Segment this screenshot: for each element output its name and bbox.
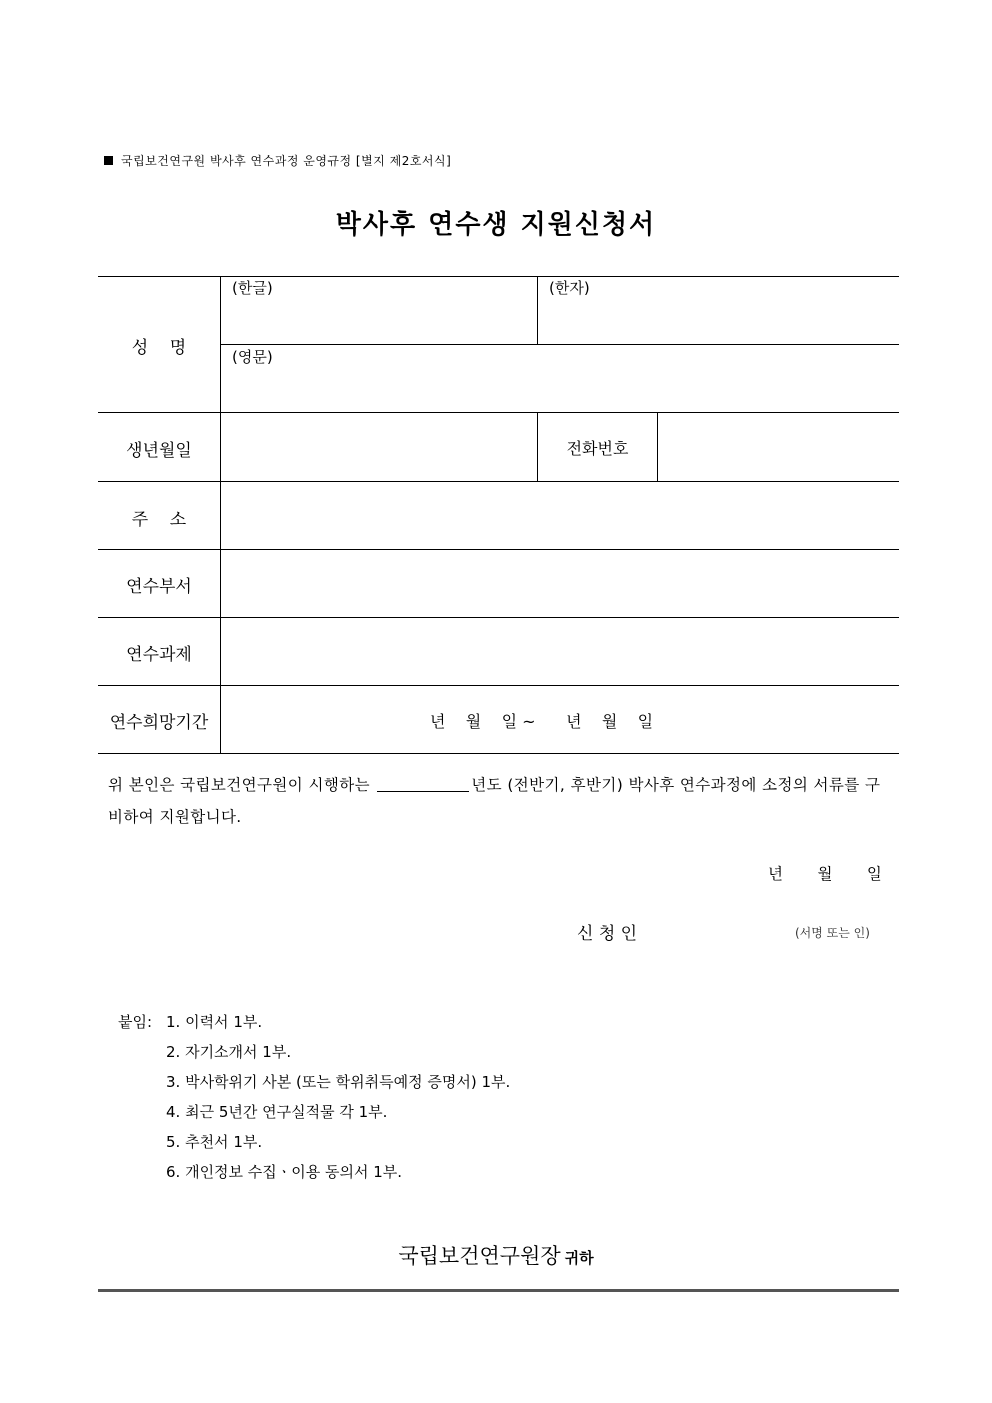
row-divider: [98, 412, 899, 413]
recipient-suffix: 귀하: [564, 1249, 594, 1267]
attachment-item: 5. 추천서 1부.: [166, 1133, 263, 1151]
department-label: 연수부서: [126, 577, 192, 597]
birth-date-input[interactable]: [226, 418, 536, 478]
name-english-input[interactable]: [226, 368, 896, 410]
birth-date-label: 생년월일: [126, 441, 192, 461]
name-hanja-input[interactable]: [543, 300, 897, 342]
project-input[interactable]: [226, 623, 896, 681]
phone-input[interactable]: [663, 418, 897, 478]
applicant-label: 신 청 인: [577, 924, 638, 944]
table-bottom-border: [98, 753, 899, 754]
recipient: [0, 1240, 992, 1270]
period-text[interactable]: 년 월 일 ~ 년 월 일: [430, 712, 654, 731]
year-blank[interactable]: [377, 777, 469, 792]
form-reference-text: 국립보건연구원 박사후 연수과정 운영규정 [별지 제2호서식]: [121, 154, 452, 168]
row-divider: [98, 549, 899, 550]
name-english-label: (영문): [232, 348, 273, 366]
attachment-item: 2. 자기소개서 1부.: [166, 1043, 292, 1061]
department-input[interactable]: [226, 555, 896, 613]
name-label: 성 명: [131, 338, 187, 358]
statement-part1: 위 본인은 국립보건연구원이 시행하는: [108, 776, 370, 794]
attachments-label: 붙임:: [118, 1013, 153, 1031]
attachment-item: 1. 이력서 1부.: [166, 1013, 263, 1031]
page-title: 박사후 연수생 지원신청서: [335, 210, 657, 240]
row-divider: [98, 685, 899, 686]
signature-hint[interactable]: (서명 또는 인): [795, 926, 870, 940]
column-divider: [657, 412, 658, 481]
recipient-name: 국립보건연구원장: [398, 1244, 561, 1268]
attachment-item: 4. 최근 5년간 연구실적물 각 1부.: [166, 1103, 388, 1121]
address-input[interactable]: [226, 487, 896, 545]
name-korean-input[interactable]: [226, 300, 536, 342]
application-statement: [108, 769, 892, 833]
name-hanja-label: (한자): [549, 279, 590, 297]
form-reference: [104, 152, 451, 169]
square-bullet-icon: [104, 156, 113, 165]
project-label: 연수과제: [126, 645, 192, 665]
name-korean-label: (한글): [232, 279, 273, 297]
attachment-item: 3. 박사학위기 사본 (또는 학위취득예정 증명서) 1부.: [166, 1073, 511, 1091]
attachment-item: 6. 개인정보 수집ㆍ이용 동의서 1부.: [166, 1163, 403, 1181]
statement-part2: 년도 (전반기, 후반기) 박사후 연수과정에 소정의 서류를 구비하여 지원합니다.: [108, 776, 881, 826]
row-divider: [220, 344, 899, 345]
phone-label: 전화번호: [566, 439, 629, 458]
label-column-divider: [220, 276, 221, 753]
row-divider: [98, 481, 899, 482]
column-divider: [537, 276, 538, 344]
row-divider: [98, 617, 899, 618]
table-top-border: [98, 276, 899, 277]
date-line[interactable]: 년 월 일: [768, 865, 882, 883]
address-label: 주 소: [131, 510, 187, 530]
period-label: 연수희망기간: [109, 713, 209, 733]
bottom-rule: [98, 1289, 899, 1292]
